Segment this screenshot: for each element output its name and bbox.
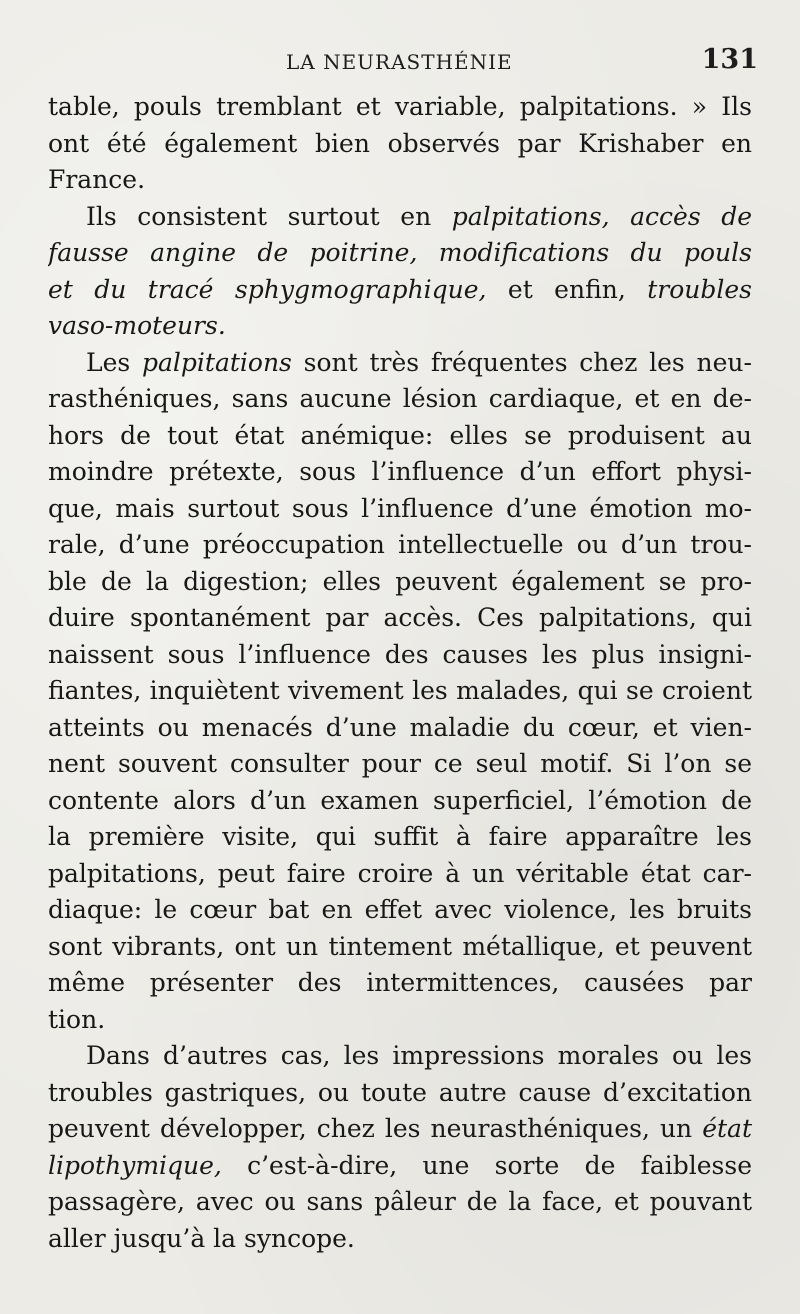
italic-span: lipothymique, <box>48 1150 222 1180</box>
text-span: passagère, avec ou sans pâleur de la face, et pouvant <box>48 1187 752 1216</box>
text-span: France. <box>48 165 146 194</box>
text-span: que, mais surtout sous l’influence d’une émotion mo- <box>48 493 752 523</box>
text-line <box>48 1184 752 1221</box>
text-line <box>48 673 752 710</box>
text-span: Les <box>86 347 142 377</box>
text-line <box>48 199 752 236</box>
text-line <box>48 856 752 893</box>
text-span: rasthéniques, sans aucune lésion cardiaque, et en de- <box>48 384 752 413</box>
text-span: duire spontanément par accès. Ces palpitations, qui <box>48 603 752 632</box>
text-span: aller jusqu’à la syncope. <box>48 1223 355 1253</box>
text-span: ont été également bien observés par Krishaber en <box>48 128 752 158</box>
page-header <box>50 44 758 78</box>
text-span: c’est-à-dire, une sorte de faiblesse <box>221 1150 752 1180</box>
text-line <box>48 746 752 783</box>
text-span: contente alors d’un examen superficiel, l’émotion de <box>48 785 752 815</box>
text-line <box>48 308 752 345</box>
text-span: sont très fréquentes chez les neu- <box>291 347 752 377</box>
text-line <box>48 454 752 491</box>
text-line <box>48 1148 752 1185</box>
text-span: sont vibrants, ont un tintement métallique, et peuvent <box>48 931 752 961</box>
italic-span: troubles <box>647 274 752 304</box>
text-line <box>48 710 752 747</box>
text-span: diaque: le cœur bat en effet avec violence, les bruits <box>48 895 752 924</box>
text-span: la première visite, qui suffit à faire apparaître les <box>48 822 752 851</box>
text-line <box>48 491 752 528</box>
text-span: peuvent développer, chez les neurasthéniques, un <box>48 1114 703 1143</box>
text-line <box>48 783 752 820</box>
text-span: troubles gastriques, ou toute autre cause d’excitation <box>48 1077 752 1107</box>
body-text <box>48 89 752 1257</box>
text-line <box>48 89 752 126</box>
running-title: LA NEURASTHÉNIE <box>286 50 513 74</box>
text-span: et enfin, <box>486 274 648 304</box>
text-span: naissent sous l’influence des causes les plus insigni- <box>48 639 752 669</box>
italic-span: état <box>702 1114 752 1143</box>
text-span: palpitations, peut faire croire à un véritable état car- <box>48 858 752 888</box>
text-line <box>48 929 752 966</box>
text-span: ble de la digestion; elles peuvent également se pro- <box>48 566 752 596</box>
text-line <box>48 965 752 1002</box>
text-line <box>48 892 752 929</box>
text-line <box>48 235 752 272</box>
text-line <box>48 162 752 199</box>
text-line <box>48 637 752 674</box>
text-line <box>48 527 752 564</box>
text-span: table, pouls tremblant et variable, palpitations. » Ils <box>48 92 752 121</box>
text-span: hors de tout état anémique: elles se produisent au <box>48 420 752 450</box>
text-line <box>48 1002 752 1039</box>
page-number: 131 <box>701 44 758 75</box>
italic-span: et du tracé sphygmographique, <box>48 274 487 304</box>
italic-span: palpitations, accès de <box>451 201 752 231</box>
text-line <box>48 1111 752 1148</box>
text-span: tion. <box>48 1004 106 1034</box>
text-span: nent souvent consulter pour ce seul motif. Si l’on se <box>48 749 752 778</box>
text-line <box>48 1038 752 1075</box>
text-line <box>48 381 752 418</box>
text-line <box>48 1075 752 1112</box>
text-line <box>48 418 752 455</box>
text-span: moindre prétexte, sous l’influence d’un effort physi- <box>48 457 752 486</box>
text-span: atteints ou menacés d’une maladie du cœur, et vien- <box>48 712 752 742</box>
italic-span: vaso-moteurs. <box>48 311 226 340</box>
text-span: même présenter des intermittences, causées par <box>48 968 752 997</box>
text-span: rale, d’une préoccupation intellectuelle ou d’un trou- <box>48 530 752 559</box>
text-line <box>48 272 752 309</box>
italic-span: fausse angine de poitrine, modifications du pouls <box>48 238 752 267</box>
text-span: fiantes, inquiètent vivement les malades, qui se croient <box>48 676 752 705</box>
text-line <box>48 126 752 163</box>
italic-span: palpitations <box>142 347 292 377</box>
text-line <box>48 1221 752 1258</box>
text-line <box>48 600 752 637</box>
text-line <box>48 564 752 601</box>
text-line <box>48 345 752 382</box>
text-line <box>48 819 752 856</box>
text-span: Ils consistent surtout en <box>86 201 452 231</box>
text-span: Dans d’autres cas, les impressions morales ou les <box>86 1041 752 1070</box>
